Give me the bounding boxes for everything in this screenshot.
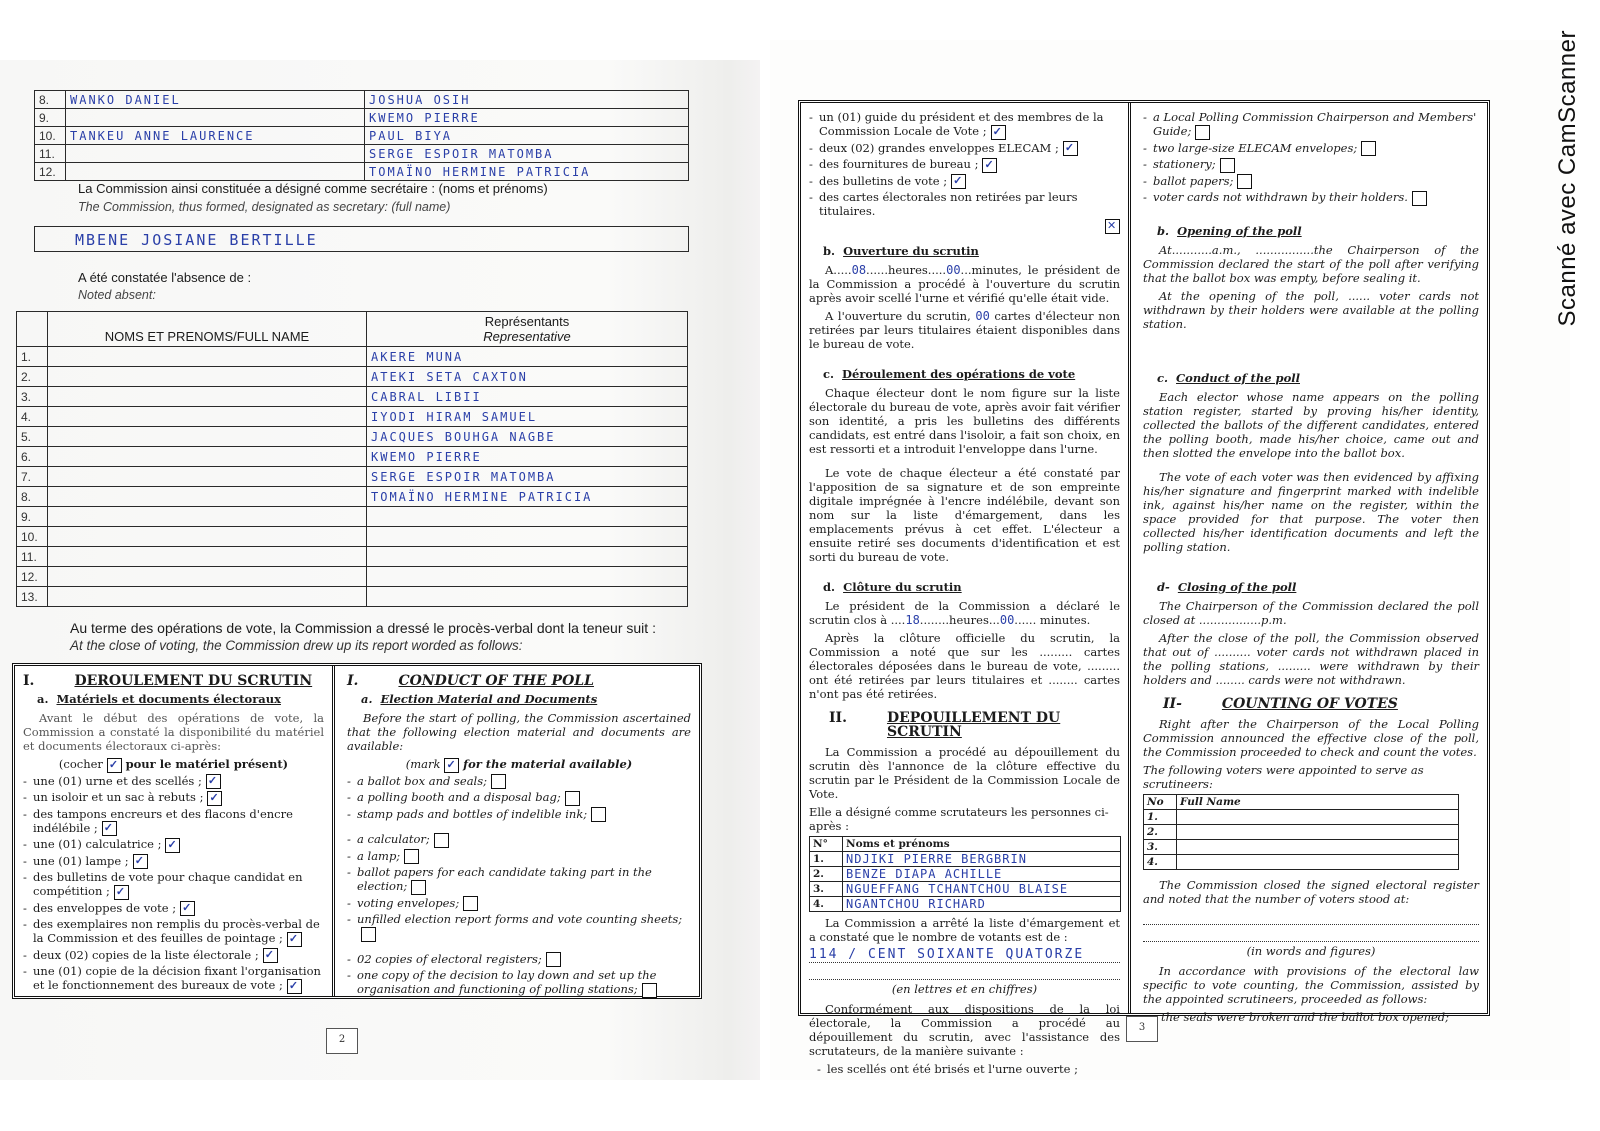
conduct-paragraph-2: The vote of each voter was then evidenced by affixing his/her signature and fingerprint marked with indelible ink, against his/her name on the register, within the space provided for that purpose. The voter then collected his/her identification documents and left the polling station. <box>1143 469 1479 554</box>
material-item: - a polling booth and a disposal bag; <box>347 790 691 806</box>
closing-minutes-field[interactable]: 00 <box>999 612 1015 627</box>
words-figures-hint: (en lettres et en chiffres) <box>891 981 1038 996</box>
column-header-name: NOMS ET PRENOMS/FULL NAME <box>48 312 367 347</box>
final-item: - the seals were broken and the ballot box opened; <box>1151 1010 1479 1024</box>
material-checkbox[interactable] <box>263 948 278 963</box>
material-item: - a calculator; <box>347 832 691 848</box>
table-row: 6. KWEMO PIERRE <box>17 447 688 467</box>
subsection-title: Clôture du scrutin <box>843 579 962 594</box>
counting-paragraph: Right after the Chairperson of the Local Polling Commission announced the effective close of the poll, the Commission proceeded to check and count the votes. <box>1143 716 1479 759</box>
material-checkbox[interactable] <box>1412 191 1427 206</box>
table-row: 9. <box>17 507 688 527</box>
member-representative: SERGE ESPOIR MATOMBA <box>365 145 689 163</box>
material-item: - one copy of the decision to lay down and set up the organisation and functioning of polling stations; <box>347 968 691 998</box>
closing-paragraph: Le président de la Commission a déclaré le scrutin clos à ....18........heures...00...... minutes. <box>809 598 1120 627</box>
section-i-english: I. CONDUCT OF THE POLL a. Election Material and Documents Before the start of polling, the Commission ascertained that the following election material and documents are available: (mark ✓ for the material available) - a ballot box and seals; - a polling booth and a disposal bag; - stamp pads and bottles of indelible ink; - a calculator; - a lamp; - ballot papers for each candidate taking part in the election; - voting envelopes; - unfilled election report forms and vote counting sheets; - 02 copies of electoral registers; - one copy of the decision to lay down and set up the organisation and functioning of polling stations; <box>339 666 699 996</box>
material-item: - des fournitures de bureau ;✓ <box>809 157 1120 173</box>
material-item: - unfilled election report forms and vote counting sheets; <box>347 912 691 942</box>
opening-minutes-field[interactable]: 00 <box>946 262 961 277</box>
material-checkbox[interactable] <box>361 927 376 942</box>
material-item: - ballot papers; <box>1143 174 1479 190</box>
material-checkbox[interactable] <box>1237 174 1252 189</box>
scrutineers-label: The following voters were appointed to serve as scrutineers: <box>1143 762 1424 791</box>
subsection-title: Ouverture du scrutin <box>843 243 979 258</box>
table-row: 4. IYODI HIRAM SAMUEL <box>17 407 688 427</box>
table-row: 4. <box>1144 854 1459 869</box>
material-item: - des bulletins de vote ;✓ <box>809 174 1120 190</box>
report-intro-en: At the close of voting, the Commission drew up its report worded as follows: <box>70 638 523 653</box>
member-representative: JOSHUA OSIH <box>365 91 689 109</box>
material-item: - deux (02) copies de la liste électorale ;✓ <box>23 948 324 964</box>
left-page <box>0 60 760 1080</box>
material-checkbox[interactable] <box>982 158 997 173</box>
absent-table <box>16 311 688 607</box>
member-name <box>66 163 365 181</box>
material-checkbox[interactable] <box>1220 158 1235 173</box>
final-paragraph: Conformément aux dispositions de la loi électorale, la Commission a procédé au dépouillement du scrutin, avec l'assistance des scrutateurs, de la manière suivante : <box>809 1001 1120 1058</box>
table-row: 8. WANKO DANIEL JOSHUA OSIH <box>35 91 689 109</box>
section-number: I. <box>347 673 359 689</box>
material-item: - une (01) calculatrice ;✓ <box>23 837 324 853</box>
sample-checkbox-icon <box>444 758 459 773</box>
section-title: COUNTING OF VOTES <box>1221 695 1398 712</box>
material-item: - a lamp; <box>347 849 691 865</box>
material-item: - two large-size ELECAM envelopes; <box>1143 141 1479 157</box>
voters-count-field[interactable]: 114 / CENT SOIXANTE QUATORZE <box>809 948 1120 963</box>
material-item: - ballot papers for each candidate taking part in the election; <box>347 865 691 895</box>
sample-checkbox-icon <box>107 758 122 773</box>
material-item: - a ballot box and seals; <box>347 774 691 790</box>
voters-count-field[interactable] <box>1143 910 1479 925</box>
table-row: 3. NGUEFFANG TCHANTCHOU BLAISE <box>810 881 1121 896</box>
section-i-box <box>12 663 702 999</box>
french-column: - un (01) guide du président et des membres de la Commission Locale de Vote ;✓ - deux (02) grandes enveloppes ELECAM ;✓ - des fournitures de bureau ;✓ - des bulletins de vote ;✓ - des cartes électorales non retirées par leurs titulaires. ✕ b. Ouverture du scrutin A.....08......heures.....00...minutes, le président de la Commission a procédé à l'ouverture du scrutin après avoir scellé l'urne et vérifié qu'elle était vide. A l'ouverture du scrutin, 00 cartes d'électeur non retirées par leurs titulaires étaient disponibles dans le bureau de vote. c. Déroulement des opérations de vote Chaque électeur dont le nom figure sur la liste électorale du bureau de vote, après avoir fait vérifier son identité, a pris les bulletins des différents candidats, est entré dans l'isoloir, a fait son choix, en est ressorti et a introduit l'enveloppe dans l'urne. Le vote de chaque électeur a été constaté par l'apposition de sa signature et de son empreinte digitale imprégnée à l'encre indélébile, devant son nom sur la liste d'émargement, dans les emplacements prévus à cet effet. L'électeur a ensuite retiré ses documents d'identification et est sorti du bureau de vote. d. Clôture du scrutin Le président de la Commission a déclaré le scrutin clos à ....18........heures...00...... minutes. Après la clôture officielle du scrutin, la Commission a noté que sur les ......... cartes électorales déposées dans le bureau de vote, ......... ont été retirées par leurs titulaires et ........ cartes n'ont pas été retirées. II. DEPOUILLEMENT DU SCRUTIN La Commission a procédé au dépouillement du scrutin dès l'annonce de la clôture effective du scrutin par le Président de la Commission Locale de Vote. Elle a désigné comme scrutateurs les personnes ci-après : N° Noms et prénoms 1. NDJIKI PIERRE BERGBRIN 2. BENZE DIAPA ACHILLE 3. NGUEFFANG TCHANTCHOU BLAISE 4. NGANTCHOU RICHARD La Commission a arrêté la liste d'émargement et a constaté que le nombre de votants est de : 114 / CENT SOIXANTE QUATORZE (en lettres et en chiffres) Conformément aux dispositions de la loi électorale, la Commission a procédé au dépouillement du scrutin, avec l'assistance des scrutateurs, de la manière suivante : - les scellés ont été brisés et l'urne ouverte ; <box>801 103 1131 1013</box>
material-item: - voting envelopes; <box>347 896 691 912</box>
table-header <box>17 312 688 347</box>
secretary-label-fr: La Commission ainsi constituée a désigné comme secrétaire : (noms et prénoms) <box>78 181 548 196</box>
material-item: - des enveloppes de vote ;✓ <box>23 901 324 917</box>
counting-paragraph: La Commission a procédé au dépouillement du scrutin dès l'annonce de la clôture effective du scrutin par le Président de la Commission Locale de Vote. <box>809 744 1120 801</box>
material-checkbox[interactable] <box>206 774 221 789</box>
material-checkbox[interactable] <box>491 774 506 789</box>
material-item: - une (01) copie de la décision fixant l'organisation et le fonctionnement des bureaux de vote ;✓ <box>23 964 324 994</box>
table-row: 5. JACQUES BOUHGA NAGBE <box>17 427 688 447</box>
subsection-title: Closing of the poll <box>1177 579 1297 594</box>
member-name: WANKO DANIEL <box>66 91 365 109</box>
material-item: - une (01) lampe ;✓ <box>23 854 324 870</box>
material-checkbox[interactable] <box>463 896 478 911</box>
material-checkbox[interactable] <box>565 791 580 806</box>
material-item: - un (01) guide du président et des membres de la Commission Locale de Vote ;✓ <box>809 110 1120 140</box>
member-name <box>66 109 365 127</box>
opening-cards-paragraph: At the opening of the poll, ...... voter cards not withdrawn by their holders were available at the polling station. <box>1143 288 1479 331</box>
material-checkbox[interactable] <box>180 901 195 916</box>
material-item: - stationery; <box>1143 157 1479 173</box>
closing-paragraph: The Chairperson of the Commission declared the poll closed at .................p.m. <box>1143 598 1479 627</box>
material-item: - 02 copies of electoral registers; <box>347 952 691 968</box>
material-item: - un isoloir et un sac à rebuts ;✓ <box>23 790 324 806</box>
members-table <box>34 90 689 181</box>
opening-cards-field[interactable]: 00 <box>975 308 990 323</box>
column-header-representative-fr: Représentants <box>484 314 570 329</box>
table-row: 2. <box>1144 824 1459 839</box>
closing-cards-paragraph: Après la clôture officielle du scrutin, la Commission a noté que sur les ......... cartes électorales déposées dans le bureau de vote, ......... ont été retirées par leurs titulaires et ........ cartes n'ont pas été retirées. <box>809 630 1120 701</box>
table-row: 11. SERGE ESPOIR MATOMBA <box>35 145 689 163</box>
section-title: CONDUCT OF THE POLL <box>398 673 594 689</box>
member-name <box>66 145 365 163</box>
subsection-title: Déroulement des opérations de vote <box>842 366 1076 381</box>
subsection-title: Conduct of the poll <box>1176 370 1300 385</box>
camscanner-watermark: Scanné avec CamScanner <box>1554 30 1581 327</box>
column-header-representative-en: Representative <box>483 329 571 344</box>
material-checkbox[interactable] <box>546 952 561 967</box>
secretary-field[interactable] <box>34 226 689 252</box>
material-checkbox[interactable] <box>411 880 426 895</box>
subsection-title: Matériels et documents électoraux <box>56 692 281 706</box>
material-checkbox[interactable] <box>114 885 129 900</box>
scrutineers-table: N° Noms et prénoms 1. NDJIKI PIERRE BERGBRIN 2. BENZE DIAPA ACHILLE 3. NGUEFFANG TCHANTCHOU BLAISE 4. NGANTCHOU RICHARD <box>809 836 1121 912</box>
scrutineers-label: Elle a désigné comme scrutateurs les personnes ci-après : <box>809 804 1109 833</box>
voters-label: La Commission a arrêté la liste d'émargement et a constaté que le nombre de votants est de : <box>809 915 1120 944</box>
table-row: 7. SERGE ESPOIR MATOMBA <box>17 467 688 487</box>
material-checkbox[interactable] <box>1105 219 1120 234</box>
final-item: - les scellés ont été brisés et l'urne ouverte ; <box>817 1062 1120 1076</box>
material-checkbox[interactable] <box>1195 125 1210 140</box>
page-number: 2 <box>326 1028 358 1054</box>
conduct-paragraph-2: Le vote de chaque électeur a été constaté par l'apposition de sa signature et de son empreinte digitale imprégnée à l'encre indélébile, devant son nom sur la liste d'émargement, dans les emplacements prévus à cet effet. L'électeur a ensuite retiré ses documents d'identification et est sorti du bureau de vote. <box>809 465 1120 564</box>
table-row: 4. NGANTCHOU RICHARD <box>810 896 1121 911</box>
english-column: - a Local Polling Commission Chairperson and Members' Guide; - two large-size ELECAM envelopes; - stationery; - ballot papers; - voter cards not withdrawn by their holders. b. Opening of the poll At...........a.m., ................the Chairperson of the Commission declared the start of the poll after verifying that the ballot box was empty, before sealing it. At the opening of the poll, ...... voter cards not withdrawn by their holders were available at the polling station. c. Conduct of the poll Each elector whose name appears on the polling station register, started by proving his/her identity, collected the ballots of the different candidates, entered the polling booth, made his/her choice, came out and then slotted the envelope into the ballot box. The vote of each voter was then evidenced by affixing his/her signature and fingerprint marked with indelible ink, against his/her name on the register, within the space provided for that purpose. The voter then collected his/her identification documents and left the polling station. d- Closing of the poll The Chairperson of the Commission declared the poll closed at .................p.m. After the close of the poll, the Commission observed that out of .......... voter cards not withdrawn placed in the polling stations, ......... were withdrawn by their holders and ........ cards were not withdrawn. II- COUNTING OF VOTES Right after the Chairperson of the Local Polling Commission announced the effective close of the poll, the Commission proceeded to check and count the votes. The following voters were appointed to serve as scrutineers: No Full Name 1. 2. 3. 4. The Commission closed the signed electoral register and noted that the number of voters stood at: (in words and figures) In accordance with provisions of the electoral law specific to vote counting, the Commission, assisted by the appointed scrutineers, proceeded as follows: - the seals were broken and the ballot box opened; <box>1135 103 1487 1013</box>
absent-label-en: Noted absent: <box>78 288 156 302</box>
table-row: 2. BENZE DIAPA ACHILLE <box>810 866 1121 881</box>
material-checkbox[interactable] <box>207 791 222 806</box>
table-row: 10. <box>17 527 688 547</box>
section-intro: Before the start of polling, the Commission ascertained that the following election material and documents are available: <box>347 711 691 753</box>
material-checkbox[interactable] <box>951 174 966 189</box>
member-representative: KWEMO PIERRE <box>365 109 689 127</box>
table-row: 12. TOMAÏNO HERMINE PATRICIA <box>35 163 689 181</box>
material-checkbox[interactable] <box>102 821 117 836</box>
section-title: DEROULEMENT DU SCRUTIN <box>74 673 313 689</box>
secretary-name: MBENE JOSIANE BERTILLE <box>75 231 318 249</box>
material-checkbox[interactable] <box>1361 141 1376 156</box>
table-row: 1. <box>1144 809 1459 824</box>
material-checkbox[interactable] <box>591 807 606 822</box>
material-checkbox[interactable] <box>404 849 419 864</box>
member-representative: PAUL BIYA <box>365 127 689 145</box>
page-number: 3 <box>1126 1016 1158 1042</box>
material-checkbox[interactable] <box>1063 141 1078 156</box>
opening-cards-paragraph: A l'ouverture du scrutin, 00 cartes d'électeur non retirées par leurs titulaires étaient disponibles dans le bureau de vote. <box>809 308 1121 351</box>
material-item: - des cartes électorales non retirées par leurs titulaires. ✕ <box>809 190 1120 234</box>
material-checkbox[interactable] <box>287 979 302 994</box>
secretary-label-en: The Commission, thus formed, designated as secretary: (full name) <box>78 200 451 214</box>
material-item: - voter cards not withdrawn by their holders. <box>1143 190 1479 206</box>
member-name: TANKEU ANNE LAURENCE <box>66 127 365 145</box>
table-row: 9. KWEMO PIERRE <box>35 109 689 127</box>
absent-label-fr: A été constatée l'absence de : <box>78 270 252 285</box>
material-checkbox[interactable] <box>642 983 657 998</box>
table-row: 12. <box>17 567 688 587</box>
section-number: I. <box>23 673 35 689</box>
material-item: - une (01) urne et des scellés ;✓ <box>23 774 324 790</box>
voters-label: The Commission closed the signed electoral register and noted that the number of voters stood at: <box>1143 877 1479 906</box>
conduct-paragraph-1: Each elector whose name appears on the polling station register, started by proving his/her identity, collected the ballots of the different candidates, entered the polling booth, made his/her choice, came out and then slotted the envelope into the ballot box. <box>1143 389 1479 460</box>
material-item: - deux (02) grandes enveloppes ELECAM ;✓ <box>809 141 1120 157</box>
material-checkbox[interactable] <box>165 838 180 853</box>
table-row: 1. NDJIKI PIERRE BERGBRIN <box>810 851 1121 866</box>
opening-paragraph: At...........a.m., ................the Chairperson of the Commission declared the start of the poll after verifying that the ballot box was empty, before sealing it. <box>1143 242 1479 285</box>
material-item: - des bulletins de vote pour chaque candidat en compétition ;✓ <box>23 870 324 900</box>
section-intro: Avant le début des opérations de vote, la Commission a constaté la disponibilité du matériel et documents électoraux ci-après: <box>23 711 324 753</box>
opening-paragraph: A.....08......heures.....00...minutes, le président de la Commission a procédé à l'ouverture du scrutin après avoir scellé l'urne et vérifié qu'elle était vide. <box>809 262 1120 305</box>
member-representative: TOMAÏNO HERMINE PATRICIA <box>365 163 689 181</box>
right-page-box <box>798 100 1490 1076</box>
subsection-title: Opening of the poll <box>1177 223 1302 238</box>
material-checkbox[interactable] <box>434 833 449 848</box>
table-row: 3. CABRAL LIBII <box>17 387 688 407</box>
opening-hours-field[interactable]: 08 <box>851 262 867 277</box>
table-row: 11. <box>17 547 688 567</box>
closing-hours-field[interactable]: 18 <box>905 612 920 627</box>
table-row: 8. TOMAÏNO HERMINE PATRICIA <box>17 487 688 507</box>
final-paragraph: In accordance with provisions of the electoral law specific to vote counting, the Commission, assisted by the appointed scrutineers, proceeded as follows: <box>1143 963 1479 1006</box>
words-figures-hint: (in words and figures) <box>1246 943 1376 958</box>
section-i-french: I. DEROULEMENT DU SCRUTIN a. Matériels et documents électoraux Avant le début des opérations de vote, la Commission a constaté la disponibilité du matériel et documents électoraux ci-après: (cocher ✓ pour le matériel présent) - une (01) urne et des scellés ;✓ - un isoloir et un sac à rebuts ;✓ - des tampons encreurs et des flacons d'encre indélébile ;✓ - une (01) calculatrice ;✓ - une (01) lampe ;✓ - des bulletins de vote pour chaque candidat en compétition ;✓ - des enveloppes de vote ;✓ - des exemplaires non remplis du procès-verbal de la Commission et des feuilles de pointage ;✓ - deux (02) copies de la liste électorale ;✓ - une (01) copie de la décision fixant l'organisation et le fonctionnement des bureaux de vote ;✓ <box>15 666 335 996</box>
report-intro-fr: Au terme des opérations de vote, la Commission a dressé le procès-verbal dont la teneur suit : <box>70 620 656 636</box>
right-page <box>770 40 1570 1080</box>
material-item: - a Local Polling Commission Chairperson and Members' Guide; <box>1143 110 1479 140</box>
table-row: 10. TANKEU ANNE LAURENCE PAUL BIYA <box>35 127 689 145</box>
closing-cards-paragraph: After the close of the poll, the Commission observed that out of .......... voter cards not withdrawn placed in the polling stations, ......... were withdrawn by their holders and ........ cards were not withdrawn. <box>1143 630 1479 687</box>
table-row: 1. AKERE MUNA <box>17 347 688 367</box>
table-row: 2. ATEKI SETA CAXTON <box>17 367 688 387</box>
conduct-paragraph-1: Chaque électeur dont le nom figure sur la liste électorale du bureau de vote, après avoir fait vérifier son identité, a pris les bulletins des différents candidats, est entré dans l'isoloir, a fait son choix, en est ressorti et a introduit l'enveloppe dans l'urne. <box>809 385 1120 456</box>
material-checkbox[interactable] <box>287 932 302 947</box>
table-row: 13. <box>17 587 688 607</box>
material-checkbox[interactable] <box>133 854 148 869</box>
material-item: - stamp pads and bottles of indelible ink; <box>347 807 691 823</box>
table-row: 3. <box>1144 839 1459 854</box>
section-title: DEPOUILLEMENT DU SCRUTIN <box>886 709 1061 740</box>
material-item: - des tampons encreurs et des flacons d'encre indélébile ;✓ <box>23 807 324 837</box>
subsection-title: Election Material and Documents <box>380 692 598 706</box>
material-checkbox[interactable] <box>991 125 1006 140</box>
scrutineers-table: No Full Name 1. 2. 3. 4. <box>1143 794 1459 870</box>
material-item: - des exemplaires non remplis du procès-verbal de la Commission et des feuilles de pointage ;✓ <box>23 917 324 947</box>
